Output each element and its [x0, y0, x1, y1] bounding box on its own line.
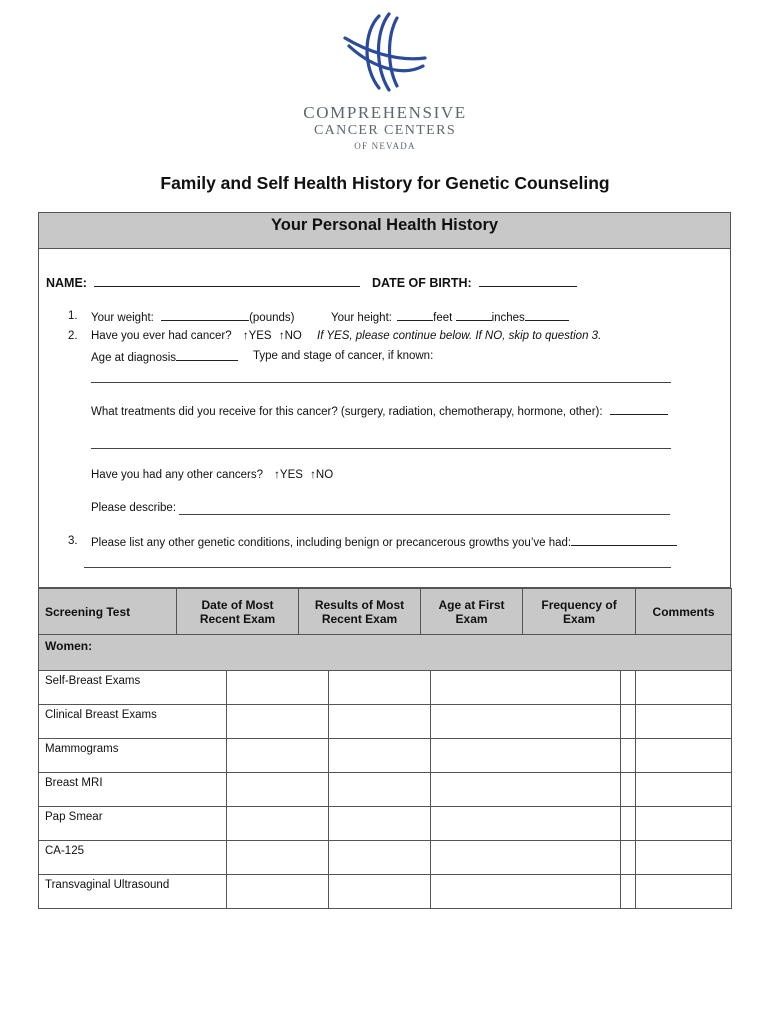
height-inches-field[interactable]	[456, 310, 492, 321]
other-no-checkbox[interactable]: ↑NO	[310, 469, 334, 481]
cancer-type-label: Type and stage of cancer, if known:	[253, 350, 434, 362]
treatments-field[interactable]	[610, 404, 668, 415]
q2-label: Have you ever had cancer?	[91, 330, 232, 342]
table-row	[39, 671, 732, 705]
q1-height	[331, 310, 569, 324]
frequency-cell[interactable]	[621, 807, 636, 841]
treatments-row	[91, 404, 668, 418]
cancer-type-field[interactable]	[91, 382, 671, 383]
age-diagnosis-row	[91, 350, 238, 364]
q3-line[interactable]	[84, 567, 671, 568]
weight-field[interactable]	[161, 310, 249, 321]
frequency-cell[interactable]	[621, 773, 636, 807]
header-results-recent: Results of Most Recent Exam	[299, 589, 421, 635]
table-row	[39, 841, 732, 875]
row-label: Transvaginal Ultrasound	[39, 875, 227, 909]
age-cell[interactable]	[431, 705, 621, 739]
age-cell[interactable]	[431, 739, 621, 773]
table-row	[39, 739, 732, 773]
personal-history-form	[38, 249, 731, 588]
group-row-women	[39, 635, 732, 671]
ccc-emblem-icon	[335, 10, 435, 92]
age-cell[interactable]	[431, 671, 621, 705]
comments-cell[interactable]	[636, 705, 732, 739]
dob-field[interactable]	[479, 276, 577, 287]
row-label: Clinical Breast Exams	[39, 705, 227, 739]
age-cell[interactable]	[431, 875, 621, 909]
q2-yes-checkbox[interactable]: ↑YES	[242, 330, 272, 342]
results-cell[interactable]	[329, 807, 431, 841]
height-label: Your height:	[331, 312, 392, 324]
date-cell[interactable]	[227, 875, 329, 909]
results-cell[interactable]	[329, 773, 431, 807]
age-cell[interactable]	[431, 807, 621, 841]
other-cancers-label: Have you had any other cancers?	[91, 469, 263, 481]
q3-row	[91, 535, 677, 549]
treatments-label: What treatments did you receive for this cancer? (surgery, radiation, chemotherapy, hormone, other):	[91, 406, 603, 418]
row-label: Mammograms	[39, 739, 227, 773]
name-row	[46, 276, 577, 290]
q1-number: 1.	[68, 310, 78, 322]
date-cell[interactable]	[227, 773, 329, 807]
frequency-cell[interactable]	[621, 705, 636, 739]
q2-question	[91, 330, 302, 342]
describe-field[interactable]	[179, 514, 670, 515]
header-comments: Comments	[636, 589, 732, 635]
dob-label: DATE OF BIRTH:	[371, 276, 472, 290]
weight-label: Your weight:	[91, 312, 154, 324]
age-diagnosis-field[interactable]	[176, 350, 238, 361]
page-title: Family and Self Health History for Genetic Counseling	[160, 173, 610, 193]
row-label: CA-125	[39, 841, 227, 875]
comments-cell[interactable]	[636, 773, 732, 807]
frequency-cell[interactable]	[621, 739, 636, 773]
org-name-line3: OF NEVADA	[354, 141, 416, 151]
org-name-line1: COMPREHENSIVE	[303, 103, 467, 122]
date-cell[interactable]	[227, 841, 329, 875]
age-cell[interactable]	[431, 841, 621, 875]
other-yes-checkbox[interactable]: ↑YES	[274, 469, 303, 481]
results-cell[interactable]	[329, 875, 431, 909]
results-cell[interactable]	[329, 739, 431, 773]
group-label: Women:	[39, 635, 732, 671]
age-diagnosis-label: Age at diagnosis	[91, 352, 177, 364]
table-row	[39, 705, 732, 739]
frequency-cell[interactable]	[621, 671, 636, 705]
describe-label: Please describe:	[91, 502, 177, 514]
org-name-line2: CANCER CENTERS	[313, 123, 457, 138]
name-label: NAME:	[46, 276, 87, 290]
treatments-line[interactable]	[91, 448, 671, 449]
organization-logo	[290, 10, 480, 155]
age-cell[interactable]	[431, 773, 621, 807]
q3-field[interactable]	[571, 535, 677, 546]
q1-weight	[91, 310, 294, 324]
table-row	[39, 875, 732, 909]
table-row	[39, 773, 732, 807]
name-field[interactable]	[94, 276, 360, 287]
table-header-row	[39, 589, 732, 635]
header-frequency: Frequency of Exam	[523, 589, 636, 635]
date-cell[interactable]	[227, 705, 329, 739]
date-cell[interactable]	[227, 671, 329, 705]
row-label: Breast MRI	[39, 773, 227, 807]
comments-cell[interactable]	[636, 807, 732, 841]
header-screening-test: Screening Test	[39, 589, 177, 635]
feet-label: feet	[433, 312, 453, 324]
comments-cell[interactable]	[636, 739, 732, 773]
frequency-cell[interactable]	[621, 875, 636, 909]
section-title: Your Personal Health History	[270, 216, 499, 234]
row-label: Pap Smear	[39, 807, 227, 841]
results-cell[interactable]	[329, 671, 431, 705]
height-feet-field[interactable]	[397, 310, 433, 321]
results-cell[interactable]	[329, 705, 431, 739]
date-cell[interactable]	[227, 807, 329, 841]
header-age-first: Age at First Exam	[421, 589, 523, 635]
results-cell[interactable]	[329, 841, 431, 875]
comments-cell[interactable]	[636, 875, 732, 909]
q3-label: Please list any other genetic conditions, including benign or precancerous growths you’ve had:	[91, 537, 572, 549]
other-cancers-row	[91, 469, 333, 481]
height-extra-field[interactable]	[525, 310, 569, 321]
q2-no-checkbox[interactable]: ↑NO	[278, 330, 302, 342]
q2-note: If YES, please continue below. If NO, skip to question 3.	[317, 330, 602, 342]
frequency-cell[interactable]	[621, 841, 636, 875]
comments-cell[interactable]	[636, 841, 732, 875]
date-cell[interactable]	[227, 739, 329, 773]
pounds-label: (pounds)	[249, 312, 295, 324]
inches-label: inches	[491, 312, 525, 324]
row-label: Self-Breast Exams	[39, 671, 227, 705]
screening-table	[38, 588, 732, 909]
header-date-recent: Date of Most Recent Exam	[177, 589, 299, 635]
section-header	[38, 212, 731, 249]
q2-number: 2.	[68, 330, 78, 342]
q3-number: 3.	[68, 535, 78, 547]
table-row	[39, 807, 732, 841]
comments-cell[interactable]	[636, 671, 732, 705]
